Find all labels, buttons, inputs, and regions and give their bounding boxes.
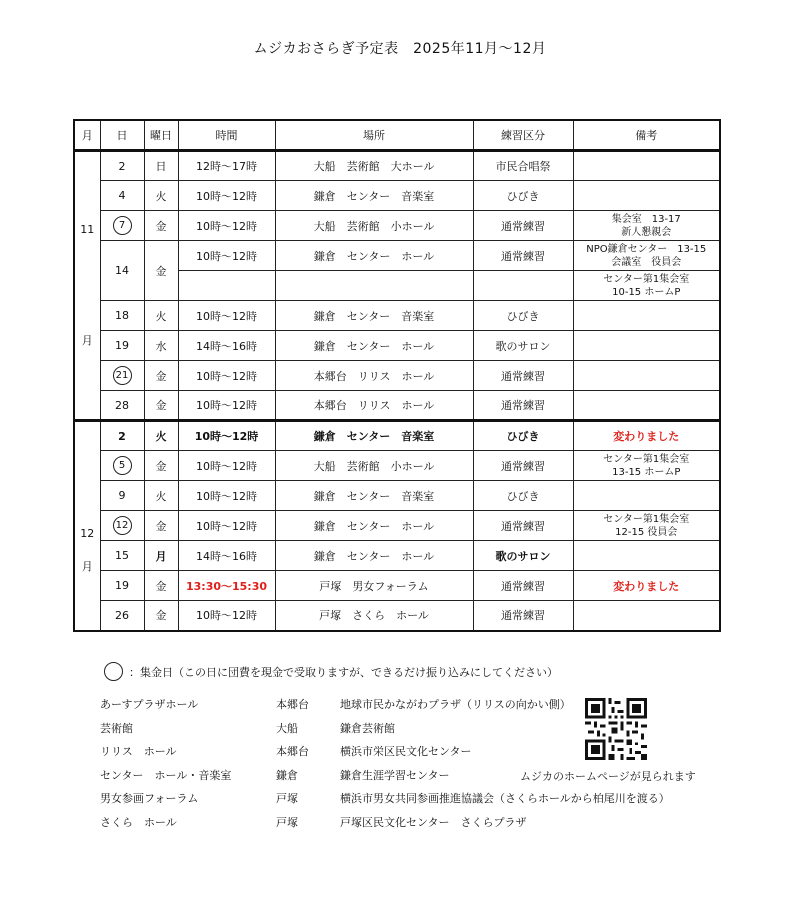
venue-description: 横浜市男女共同参画推進協議会（さくらホールから柏尾川を渡る） [340, 792, 670, 805]
venue-description: 鎌倉芸術館 [340, 721, 395, 735]
weekday-cell: 水 [144, 331, 178, 361]
venue-area: 戸塚 [276, 815, 298, 829]
page-title: ムジカおさらぎ予定表 2025年11月～12月 [253, 41, 547, 57]
note-cell [573, 151, 720, 181]
note-cell [573, 511, 720, 541]
place-cell: 戸塚 さくら ホール [275, 601, 473, 631]
weekday-cell: 火 [144, 421, 178, 451]
month-label: 月 [81, 334, 93, 347]
venue-name: 芸術館 [100, 721, 133, 735]
note-line: 会議室 役員会 [611, 256, 682, 268]
time-cell: 10時～12時 [178, 421, 275, 451]
header-notes: 備考 [573, 120, 720, 151]
note-cell [573, 541, 720, 571]
circle-icon [104, 662, 123, 681]
table-row [74, 181, 720, 211]
practice-type-cell: 通常練習 [473, 361, 573, 391]
note-cell [573, 451, 720, 481]
note-cell [573, 481, 720, 511]
time-cell: 10時～12時 [178, 601, 275, 631]
note-line: NPO鎌倉センター 13-15 [586, 243, 707, 255]
venue-name: 男女参画フォーラム [100, 792, 199, 805]
header-time: 時間 [178, 120, 275, 151]
weekday-cell: 金 [144, 391, 178, 421]
place-cell: 大船 芸術館 小ホール [275, 451, 473, 481]
note-line: 集会室 13-17 [611, 213, 681, 225]
list-item [100, 790, 720, 814]
day-cell: 19 [100, 571, 144, 601]
schedule-table [73, 119, 721, 632]
practice-type-cell: 通常練習 [473, 241, 573, 271]
note-cell [573, 331, 720, 361]
time-cell: 12時～17時 [178, 151, 275, 181]
day-cell [100, 451, 144, 481]
practice-type-cell: 通常練習 [473, 391, 573, 421]
time-cell: 10時～12時 [178, 181, 275, 211]
weekday-cell: 金 [144, 571, 178, 601]
table-row [74, 241, 720, 271]
weekday-cell: 金 [144, 361, 178, 391]
table-row [74, 541, 720, 571]
place-cell: 鎌倉 センター 音楽室 [275, 301, 473, 331]
note-cell [573, 571, 720, 601]
note-cell [573, 601, 720, 631]
practice-type-cell: ひびき [473, 301, 573, 331]
practice-type-cell [473, 271, 573, 301]
note-cell [573, 421, 720, 451]
legend-text: ：集金日（この日に団費を現金で受取りますが、できるだけ振り込みにしてください） [129, 665, 558, 679]
place-cell [275, 271, 473, 301]
practice-type-cell: 通常練習 [473, 571, 573, 601]
changed-notice: 変わりました [613, 579, 680, 593]
place-cell: 鎌倉 センター 音楽室 [275, 181, 473, 211]
note-line: 12-15 役員会 [615, 526, 678, 538]
note-line: センター第1集会室 [603, 513, 690, 525]
time-cell: 10時～12時 [178, 361, 275, 391]
day-cell: 14 [100, 241, 144, 301]
weekday-cell: 火 [144, 481, 178, 511]
month-cell-december [74, 421, 100, 631]
note-cell [573, 241, 720, 271]
table-row [74, 331, 720, 361]
header-day: 日 [100, 120, 144, 151]
venue-area: 本郷台 [276, 745, 309, 758]
venue-description: 戸塚区民文化センター さくらプラザ [340, 815, 527, 829]
venue-name: センター ホール・音楽室 [100, 768, 232, 782]
day-cell [100, 211, 144, 241]
note-line: センター第1集会室 [603, 453, 690, 465]
changed-notice: 変わりました [613, 430, 680, 443]
table-row [74, 391, 720, 421]
place-cell: 本郷台 リリス ホール [275, 361, 473, 391]
legend [104, 662, 558, 681]
practice-type-cell: 歌のサロン [473, 541, 573, 571]
table-row [74, 361, 720, 391]
weekday-cell: 月 [144, 541, 178, 571]
place-cell: 本郷台 リリス ホール [275, 391, 473, 421]
weekday-cell: 金 [144, 211, 178, 241]
collection-day-circle: 7 [113, 216, 132, 235]
venue-name: あーすプラザホール [100, 698, 199, 711]
collection-day-circle: 12 [113, 516, 132, 535]
place-cell: 鎌倉 センター 音楽室 [275, 481, 473, 511]
month-cell-november [74, 151, 100, 421]
place-cell: 鎌倉 センター 音楽室 [275, 421, 473, 451]
practice-type-cell: 通常練習 [473, 211, 573, 241]
time-cell: 10時～12時 [178, 391, 275, 421]
header-place: 場所 [275, 120, 473, 151]
day-cell: 26 [100, 601, 144, 631]
practice-type-cell: ひびき [473, 181, 573, 211]
venue-area: 本郷台 [276, 698, 309, 711]
day-cell [100, 361, 144, 391]
weekday-cell: 金 [144, 241, 178, 301]
day-cell: 18 [100, 301, 144, 331]
table-row [74, 301, 720, 331]
place-cell: 大船 芸術館 小ホール [275, 211, 473, 241]
note-line: センター第1集会室 [603, 273, 690, 285]
header-month: 月 [74, 120, 100, 151]
day-cell [100, 511, 144, 541]
list-item [100, 814, 720, 838]
note-line: 10-15 ホームP [612, 286, 681, 298]
place-cell: 大船 芸術館 大ホール [275, 151, 473, 181]
collection-day-circle: 5 [113, 456, 132, 475]
qr-caption: ムジカのホームページが見られます [520, 770, 696, 783]
day-cell: 2 [100, 151, 144, 181]
weekday-cell: 金 [144, 511, 178, 541]
time-cell: 10時～12時 [178, 241, 275, 271]
table-row [74, 601, 720, 631]
time-cell: 14時～16時 [178, 541, 275, 571]
weekday-cell: 金 [144, 451, 178, 481]
note-cell [573, 181, 720, 211]
day-cell: 19 [100, 331, 144, 361]
place-cell: 鎌倉 センター ホール [275, 541, 473, 571]
header-practice-type: 練習区分 [473, 120, 573, 151]
table-row [74, 571, 720, 601]
note-cell [573, 391, 720, 421]
place-cell: 戸塚 男女フォーラム [275, 571, 473, 601]
venue-description: 鎌倉生涯学習センター [340, 768, 450, 782]
venue-name: リリス ホール [100, 745, 177, 758]
place-cell: 鎌倉 センター ホール [275, 331, 473, 361]
place-cell: 鎌倉 センター ホール [275, 511, 473, 541]
venue-description: 地球市民かながわプラザ（リリスの向かい側） [340, 698, 571, 711]
weekday-cell: 火 [144, 181, 178, 211]
day-cell: 2 [100, 421, 144, 451]
note-cell [573, 211, 720, 241]
note-line: 新人懇親会 [621, 226, 672, 238]
table-row [74, 211, 720, 241]
time-cell: 10時～12時 [178, 211, 275, 241]
practice-type-cell: 歌のサロン [473, 331, 573, 361]
weekday-cell: 日 [144, 151, 178, 181]
venue-area: 大船 [276, 721, 298, 735]
place-cell: 鎌倉 センター ホール [275, 241, 473, 271]
table-row [74, 451, 720, 481]
weekday-cell: 金 [144, 601, 178, 631]
day-cell: 9 [100, 481, 144, 511]
time-cell: 14時～16時 [178, 331, 275, 361]
note-cell [573, 271, 720, 301]
table-row [74, 151, 720, 181]
practice-type-cell: 市民合唱祭 [473, 151, 573, 181]
venue-area: 戸塚 [276, 792, 298, 805]
table-row [74, 511, 720, 541]
practice-type-cell: 通常練習 [473, 511, 573, 541]
venue-area: 鎌倉 [276, 768, 298, 782]
month-number: 11 [80, 223, 95, 236]
venue-description: 横浜市栄区民文化センター [340, 745, 472, 758]
time-cell: 10時～12時 [178, 511, 275, 541]
time-cell: 10時～12時 [178, 451, 275, 481]
day-cell: 15 [100, 541, 144, 571]
time-cell: 10時～12時 [178, 481, 275, 511]
note-cell [573, 361, 720, 391]
venue-name: さくら ホール [100, 815, 177, 829]
day-cell: 4 [100, 181, 144, 211]
practice-type-cell: ひびき [473, 421, 573, 451]
table-header-row [74, 120, 720, 151]
header-weekday: 曜日 [144, 120, 178, 151]
time-cell [178, 271, 275, 301]
time-cell: 13:30～15:30 [178, 571, 275, 601]
month-label: 月 [81, 560, 93, 574]
weekday-cell: 火 [144, 301, 178, 331]
time-cell: 10時～12時 [178, 301, 275, 331]
day-cell: 28 [100, 391, 144, 421]
table-row [74, 481, 720, 511]
note-line: 13-15 ホームP [612, 466, 681, 478]
qr-code-icon[interactable] [585, 698, 647, 760]
note-cell [573, 301, 720, 331]
practice-type-cell: ひびき [473, 481, 573, 511]
practice-type-cell: 通常練習 [473, 601, 573, 631]
table-row [74, 421, 720, 451]
practice-type-cell: 通常練習 [473, 451, 573, 481]
month-number: 12 [80, 527, 95, 541]
collection-day-circle: 21 [113, 366, 132, 385]
